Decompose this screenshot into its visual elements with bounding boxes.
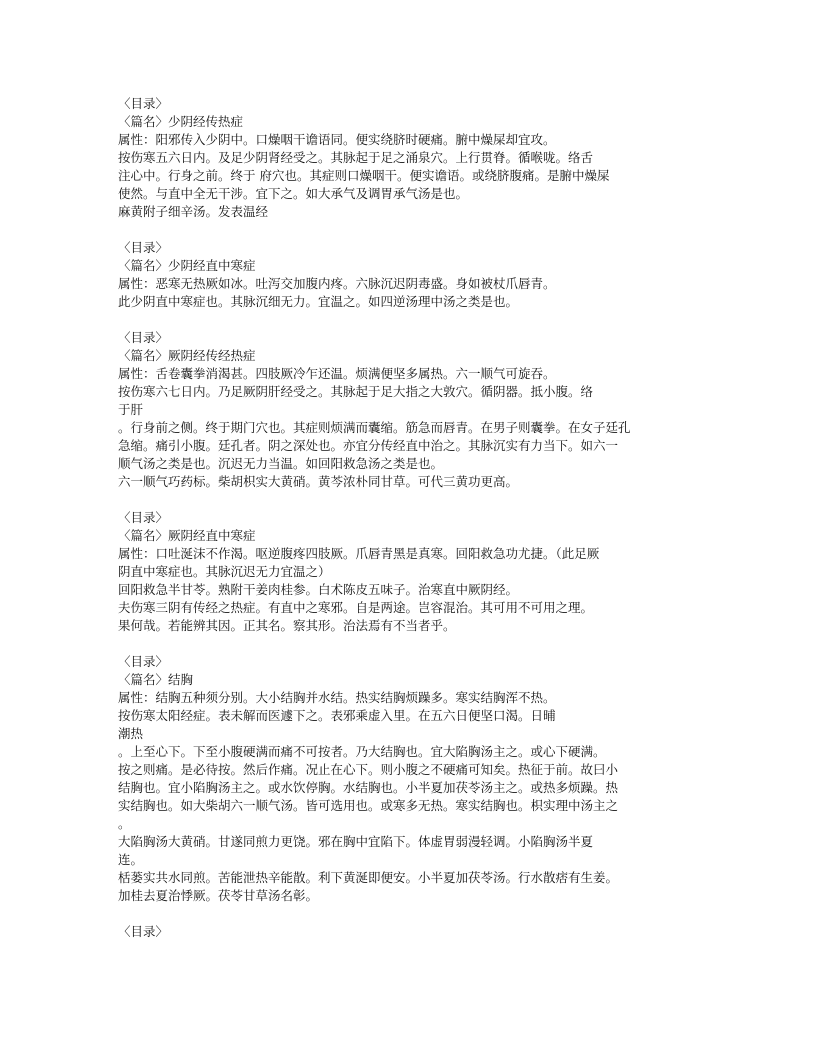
attribute-line: 属性：阳邪传入少阴中。口燥咽干谵语同。便实绕脐时硬痛。腑中燥屎却宜攻。 [118,132,556,147]
section-title: 〈篇名〉少阴经直中寒症 [118,258,256,273]
body-text-line: 大陷胸汤大黄硝。甘遂同煎力更饶。邪在胸中宜陷下。体虚胃弱漫轻调。小陷胸汤半夏 [118,834,594,849]
body-text-line: 六一顺气巧药标。柴胡枳实大黄硝。黄芩浓朴同甘草。可代三黄功更高。 [118,474,519,489]
section-title: 〈篇名〉结胸 [118,672,194,687]
toc-link[interactable]: 〈目录〉 [118,96,169,111]
body-text-line: 使然。与直中全无干涉。宜下之。如大承气及调胃承气汤是也。 [118,186,469,201]
body-text-line: 栝蒌实共水同煎。苦能泄热辛能散。利下黄涎即便安。小半夏加茯苓汤。行水散痞有生姜。 [118,870,619,885]
body-text-line: 急缩。痛引小腹。廷孔者。阴之深处也。亦宜分传经直中治之。其脉沉实有力当下。如六一 [118,438,619,453]
body-text-line: 麻黄附子细辛汤。发表温经 [118,204,269,219]
body-text-line: 夫伤寒三阴有传经之热症。有直中之寒邪。自是两途。岂容混治。其可用不可用之理。 [118,600,594,615]
section-title: 〈篇名〉少阴经传热症 [118,114,244,129]
blank-line [118,635,698,653]
blank-line [118,311,698,329]
body-text-line: 。 [118,816,131,831]
body-text-line: 阴直中寒症也。其脉沉迟无力宜温之） [118,564,331,579]
body-text-line: 果何哉。若能辨其因。正其名。察其形。治法焉有不当者乎。 [118,618,456,633]
body-text-line: 按伤寒六七日内。乃足厥阴肝经受之。其脉起于足大指之大敦穴。循阴器。抵小腹。络 [118,384,594,399]
body-text-line: 按之则痛。是必待按。然后作痛。况止在心下。则小腹之不硬痛可知矣。热征于前。故曰小 [118,762,619,777]
body-text-line: 加桂去夏治悸厥。茯苓甘草汤名彰。 [118,888,319,903]
toc-link[interactable]: 〈目录〉 [118,924,169,939]
blank-line [118,491,698,509]
body-text-line: 实结胸也。如大柴胡六一顺气汤。皆可选用也。或寒多无热。寒实结胸也。枳实理中汤主之 [118,798,619,813]
body-text-line: 。上至心下。下至小腹硬满而痛不可按者。乃大结胸也。宜大陷胸汤主之。或心下硬满。 [118,744,606,759]
attribute-line: 属性：恶寒无热厥如冰。吐泻交加腹内疼。六脉沉迟阴毒盛。身如被杖爪唇青。 [118,276,556,291]
body-text-line: 。行身前之侧。终于期门穴也。其症则烦满而囊缩。筋急而唇青。在男子则囊拳。在女子廷孔 [118,420,631,435]
body-text-line: 潮热 [118,726,144,741]
body-text-line: 连。 [118,852,144,867]
body-text-line: 回阳救急半甘苓。熟附干姜肉桂参。白术陈皮五味子。治寒直中厥阴经。 [118,582,519,597]
body-text-line: 于肝 [118,402,144,417]
body-text-line: 此少阴直中寒症也。其脉沉细无力。宜温之。如四逆汤理中汤之类是也。 [118,294,519,309]
body-text-line: 按伤寒太阳经症。表未解而医遽下之。表邪乘虚入里。在五六日便坚口渴。日晡 [118,708,556,723]
blank-line [118,905,698,923]
section-title: 〈篇名〉厥阴经传经热症 [118,348,256,363]
toc-link[interactable]: 〈目录〉 [118,330,169,345]
blank-line [118,221,698,239]
toc-link[interactable]: 〈目录〉 [118,240,169,255]
toc-link[interactable]: 〈目录〉 [118,510,169,525]
section-title: 〈篇名〉厥阴经直中寒症 [118,528,256,543]
attribute-line: 属性：结胸五种须分别。大小结胸并水结。热实结胸烦躁多。寒实结胸浑不热。 [118,690,556,705]
document-page [118,95,698,941]
attribute-line: 属性：口吐涎沫不作渴。呕逆腹疼四肢厥。爪唇青黑是真寒。回阳救急功尤捷。（此足厥 [118,546,600,561]
body-text-line: 顺气汤之类是也。沉迟无力当温。如回阳救急汤之类是也。 [118,456,444,471]
body-text-line: 结胸也。宜小陷胸汤主之。或水饮停胸。水结胸也。小半夏加茯苓汤主之。或热多烦躁。热 [118,780,619,795]
body-text-line: 注心中。行身之前。终于 府穴也。其症则口燥咽干。便实谵语。或绕脐腹痛。是腑中燥屎 [118,168,610,183]
body-text-line: 按伤寒五六日内。及足少阴肾经受之。其脉起于足之涌泉穴。上行贯脊。循喉咙。络舌 [118,150,594,165]
toc-link[interactable]: 〈目录〉 [118,654,169,669]
attribute-line: 属性：舌卷囊拳消渴甚。四肢厥冷乍还温。烦满便坚多属热。六一顺气可旋吞。 [118,366,556,381]
